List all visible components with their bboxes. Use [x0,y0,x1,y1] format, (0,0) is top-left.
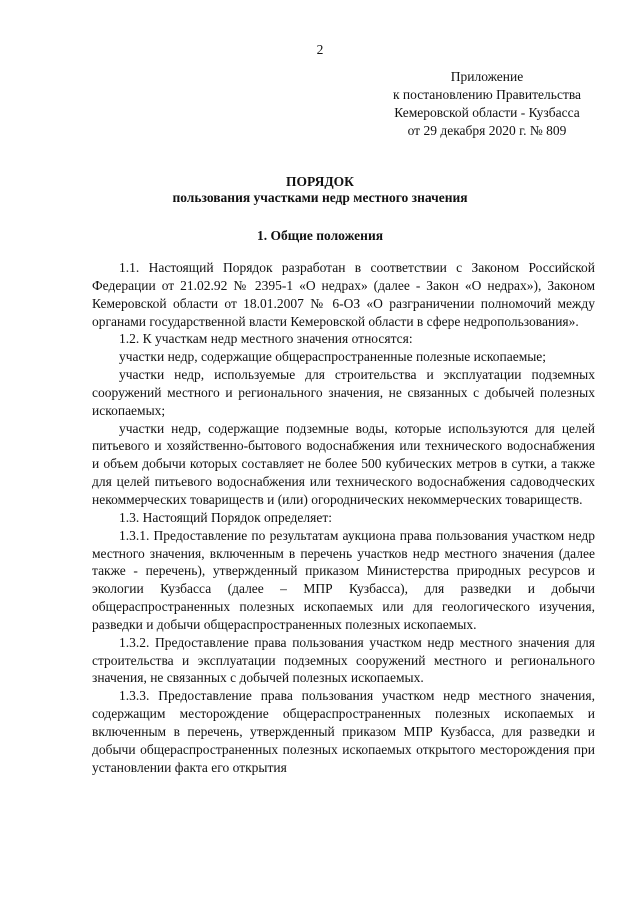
paragraph-list-item-1: участки недр, содержащие общераспространенные полезные ископаемые; [119,349,547,365]
section-heading: 1. Общие положения [256,228,384,243]
page-number: 2 [316,42,324,57]
paragraph-1-3-1: 1.3.1. Предоставление по результатам аукциона права пользования участком недр местного значения, включенным в перечень участков недр местного значения (далее также - перечень), утвержденный приказом Министерства природных ресурсов и экологии Кузбасса (далее – МПР Кузбасса), для разведки и добычи общераспространенных полезных ископаемых или для геологического изучения, разведки и добычи общераспространенных полезных ископаемых. [92,527,595,632]
paragraph-1-3-2: 1.3.2. Предоставление права пользования участком недр местного значения для строительства и эксплуатации подземных сооружений местного и регионального значения, не связанных с добычей полезных ископаемых. [92,634,595,686]
document-subtitle: пользования участками недр местного значения [172,190,468,205]
paragraph-list-item-3: участки недр, содержащие подземные воды, которые используются для целей питьевого и хозяйственно-бытового водоснабжения или технического водоснабжения и объем добычи которых составляет не более 500 кубических метров в сутки, а также для целей питьевого водоснабжения или технического водоснабжения садоводческих некоммерческих товариществ и (или) огороднических некоммерческих товариществ. [92,420,595,507]
paragraph-1-3: 1.3. Настоящий Порядок определяет: [119,509,333,525]
paragraph-1-1: 1.1. Настоящий Порядок разработан в соответствии с Законом Российской Федерации от 21.02.92 № 2395-1 «О недрах» (далее - Закон «О недрах»), Законом Кемеровской области от 18.01.2007 № 6-ОЗ «О разграничении полномочий между органами государственной власти Кемеровской области в сфере недропользования». [92,260,595,329]
paragraph-list-item-2: участки недр, используемые для строительства и эксплуатации подземных сооружений местного и регионального значения, не связанных с добычей полезных ископаемых; [92,367,595,418]
appendix-block [372,68,602,140]
document-body [92,259,595,776]
paragraph-1-3-3: 1.3.3. Предоставление права пользования участком недр местного значения, содержащим месторождение общераспространенных полезных ископаемых и включенным в перечень, утвержденный приказом МПР Кузбасса, для разведки и добычи общераспространенных полезных ископаемых открытого месторождения при установлении факта его открытия [92,688,595,775]
document-title: ПОРЯДОК [286,174,354,189]
appendix-line-3: Кемеровской области - Кузбасса [394,105,580,120]
paragraph-1-2: 1.2. К участкам недр местного значения относятся: [119,331,413,347]
appendix-line-1: Приложение [450,69,524,84]
appendix-line-4: от 29 декабря 2020 г. № 809 [407,123,567,138]
appendix-line-2: к постановлению Правительства [392,87,582,102]
